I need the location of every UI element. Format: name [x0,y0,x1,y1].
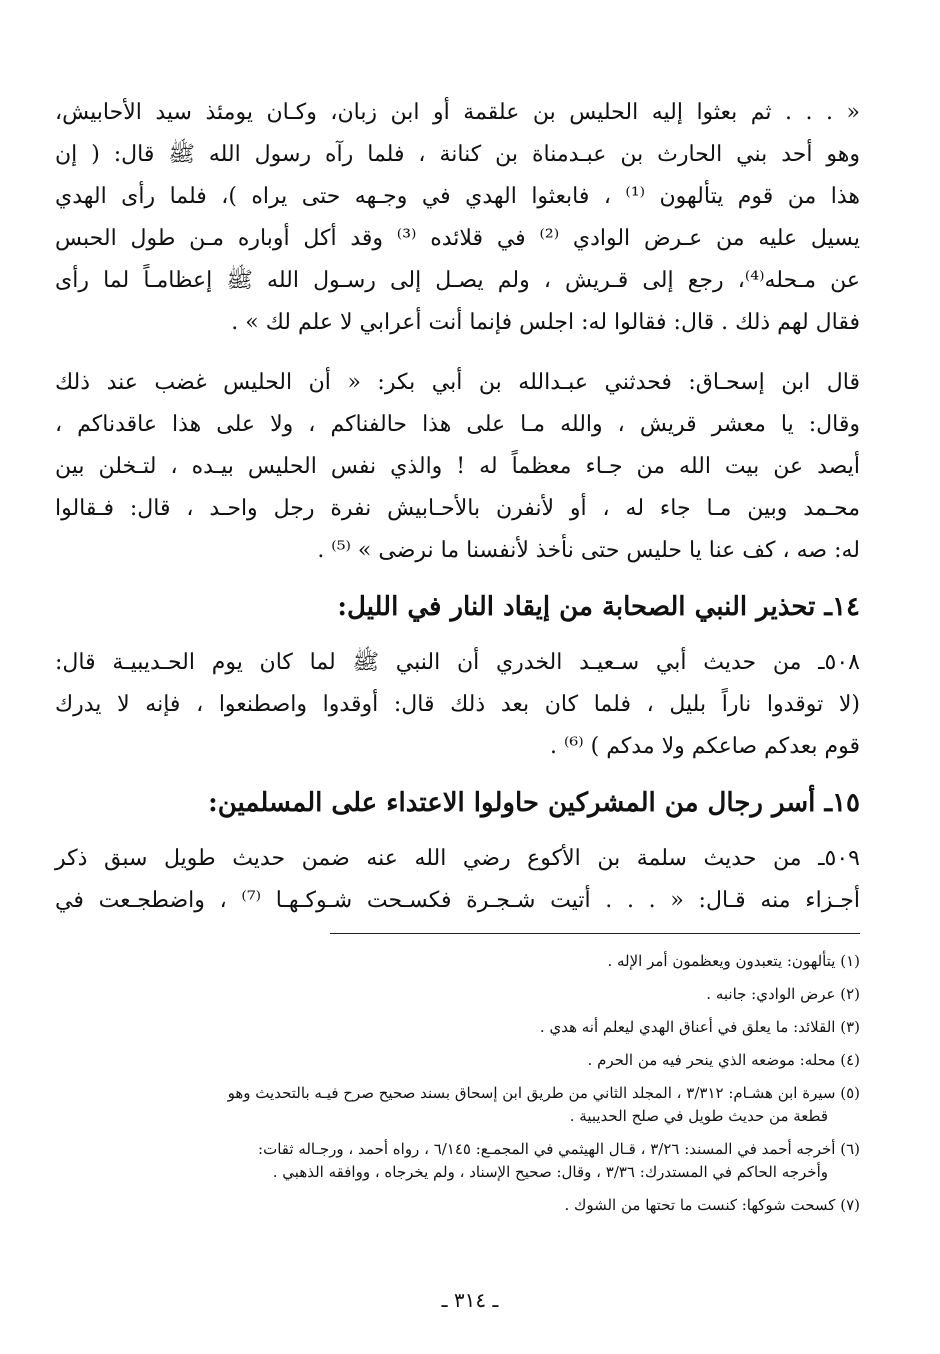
text-line: فقال لهم ذلك . قال: فقالوا له: اجلس فإنما أنت أعرابي لا علم لك » . [231,310,860,335]
footnote-3 [55,1016,860,1039]
text-line: أجـزاء منه قـال: « . . . أتيت شـجـرة فكسـحت شـوكـهـا ⁽⁷⁾ ، واضطجـعت في [55,888,860,913]
text-line: محـمد وبين مـا جاء له ، أو لأنفرن بالأحـابيش نفرة رجل واحـد ، قال: فـقالوا [55,496,860,521]
footnote-5 [55,1082,860,1128]
footnote-line: وأخرجه الحاكم في المستدرك: ٣/٣٦ ، وقال: صحيح الإسناد ، ولم يخرجاه ، ووافقه الذهبي . [272,1163,828,1181]
text-line: (لا توقدوا ناراً بليل ، فلما كان بعد ذلك قال: أوقدوا واصطنعوا ، فإنه لا يدرك [55,692,860,717]
footnote-4 [55,1049,860,1072]
footnote-7 [55,1194,860,1217]
text-line: عن مـحله⁽⁴⁾، رجع إلى قـريش ، ولم يصـل إلى رسـول الله ﷺ إعظامـاً لما رأى [55,268,860,293]
text-line: له: صه ، كف عنا يا حليس حتى نأخذ لأنفسنا ما نرضى » ⁽⁵⁾ . [317,538,860,563]
page-number: ـ ٣١٤ ـ [441,1288,499,1312]
text-line: هذا من قوم يتألهون ⁽¹⁾ ، فابعثوا الهدي في وجـهه حتى يراه )، فلما رأى الهدي [55,184,860,209]
text-line: ٥٠٨ـ من حديث أبي سـعيـد الخدري أن النبي ﷺ لما كان يوم الحـديبيـة قال: [55,650,860,675]
section-heading-15: ١٥ـ أسر رجال من المشركين حاولوا الاعتداء على المسلمين: [208,788,860,818]
footnote-line: (٣) القلائد: ما يعلق في أعناق الهدي ليعلم أنه هدي . [539,1018,860,1036]
footnote-separator [330,933,860,934]
footnote-line: (٧) كسحت شوكها: كنست ما تحتها من الشوك . [564,1196,860,1214]
paragraph-ibn-ishaq [55,362,860,572]
footnote-line: قطعة من حديث طويل في صلح الحديبية . [569,1107,828,1125]
text-line: قال ابن إسحـاق: فحدثني عبـدالله بن أبي بكر: « أن الحليس غضب عند ذلك [55,370,860,395]
footnote-line: (٤) محله: موضعه الذي ينحر فيه من الحرم . [587,1051,860,1069]
footnote-1 [55,950,860,973]
text-line: وهو أحد بني الحارث بن عبـدمناة بن كنانة ، فلما رآه رسول الله ﷺ قال: ( إن [55,142,860,167]
footnote-6 [55,1138,860,1184]
footnote-line: (٥) سيرة ابن هشـام: ٣/٣١٢ ، المجلد الثاني من طريق ابن إسحاق بسند صحيح صرح فيـه بالتحديث وهو [227,1084,860,1102]
footnotes [55,950,860,1227]
footnote-2 [55,983,860,1006]
text-line: أيصد عن بيت الله من جـاء معظماً له ! والذي نفس الحليس بيـده ، لتـخلن بين [55,454,860,479]
footnote-line: (٦) أخرجه أحمد في المسند: ٣/٢٦ ، قـال الهيثمي في المجمـع: ٦/١٤٥ ، رواه أحمد ، ورجـاله ثقات: [258,1140,860,1158]
paragraph-hulais-sent [55,92,860,344]
text-line: يسيل عليه من عـرض الوادي ⁽²⁾ في قلائده ⁽³⁾ وقد أكل أوباره مـن طول الحبس [55,226,860,251]
paragraph-hadith-508 [55,642,860,768]
text-line: « . . . ثم بعثوا إليه الحليس بن علقمة أو ابن زبان، وكـان يومئذ سيد الأحابيش، [55,100,860,125]
footnote-line: (١) يتألهون: يتعبدون ويعظمون أمر الإله . [607,952,860,970]
footnote-line: (٢) عرض الوادي: جانبه . [706,985,860,1003]
text-line: قوم بعدكم صاعكم ولا مدكم ) ⁽⁶⁾ . [550,734,860,759]
page-body [55,92,860,922]
section-heading-14: ١٤ـ تحذير النبي الصحابة من إيقاد النار في الليل: [337,592,860,622]
paragraph-hadith-509 [55,838,860,922]
text-line: ٥٠٩ـ من حديث سلمة بن الأكوع رضي الله عنه ضمن حديث طويل سبق ذكر [55,846,860,871]
text-line: وقال: يا معشر قريش ، والله مـا على هذا حالفناكم ، ولا على هذا عاقدناكم ، [55,412,860,437]
